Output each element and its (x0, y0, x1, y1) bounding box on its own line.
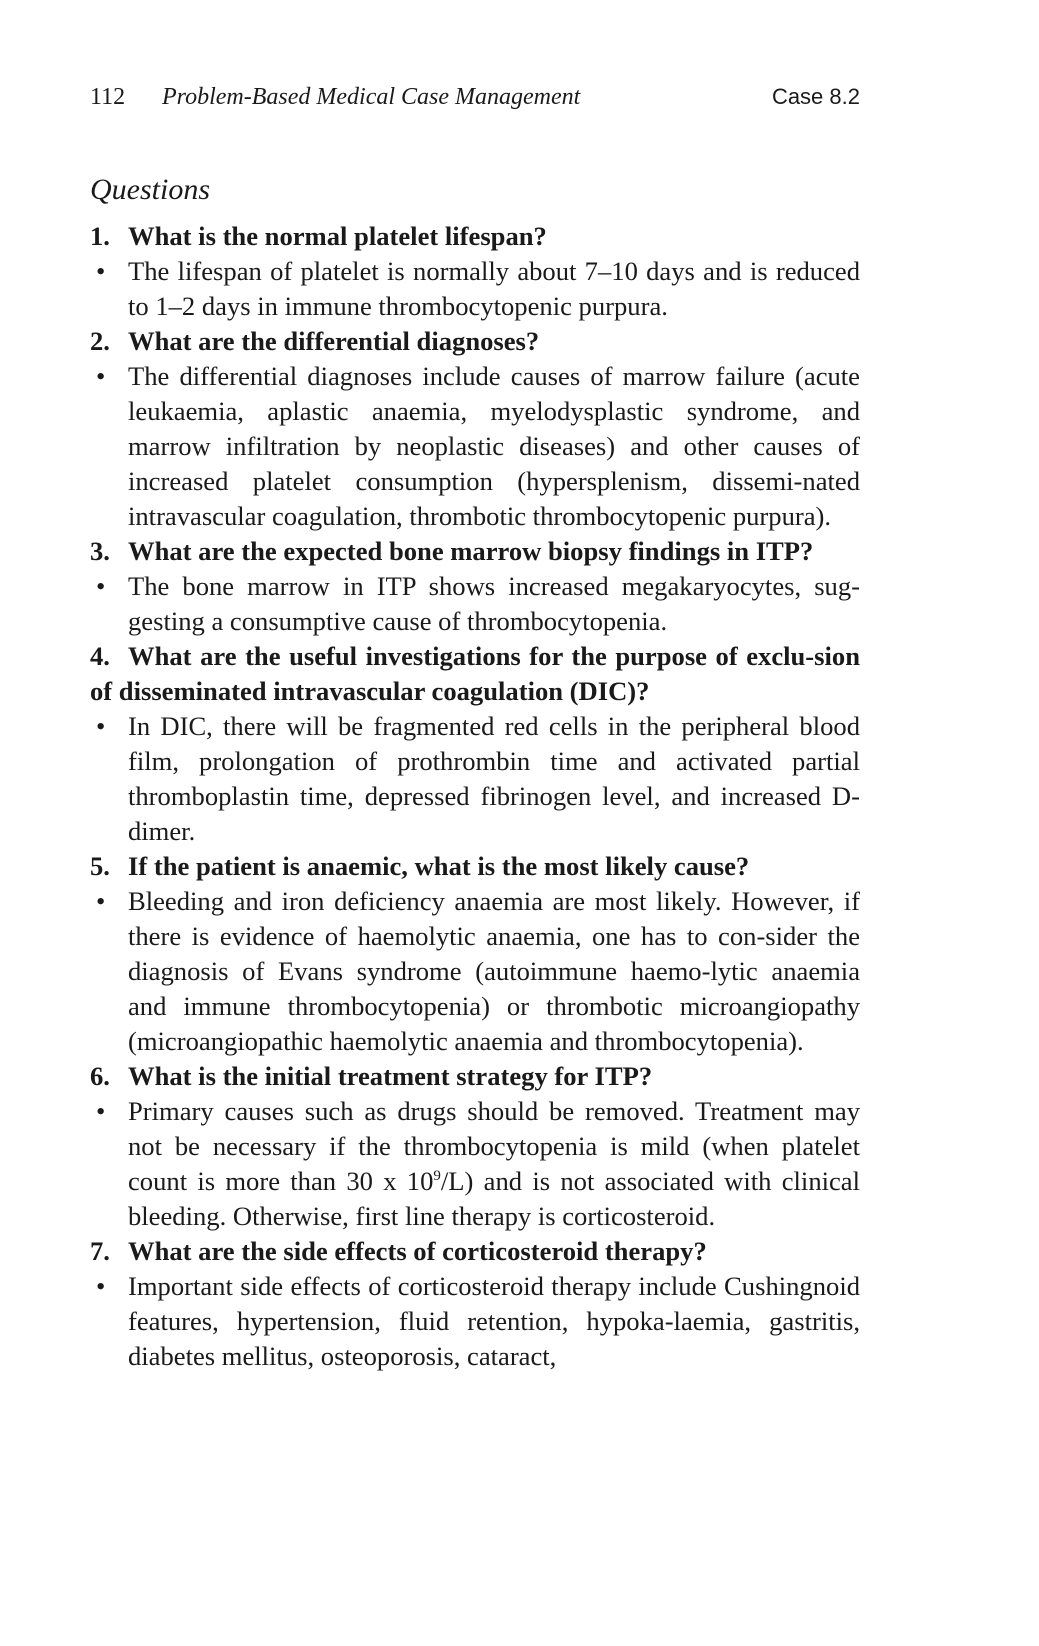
question-3 (90, 534, 860, 569)
question-1 (90, 219, 860, 254)
answer-5 (90, 884, 860, 1059)
question-5 (90, 849, 860, 884)
question-text: What are the differential diagnoses? (128, 326, 540, 356)
question-number: 3. (90, 536, 110, 566)
answer-3 (90, 569, 860, 639)
section-title: Questions (90, 173, 210, 206)
answer-text: The lifespan of platelet is normally about 7–10 days and is reduced to 1–2 days in immune thrombocytopenic purpura. (128, 256, 860, 321)
question-4 (90, 639, 860, 709)
question-text: What is the normal platelet lifespan? (128, 221, 547, 251)
question-number: 1. (90, 221, 110, 251)
exponent: 9 (433, 1168, 441, 1184)
question-2 (90, 324, 860, 359)
running-header (90, 84, 860, 128)
bullet-icon: • (96, 886, 106, 916)
answer-2 (90, 359, 860, 534)
question-number: 7. (90, 1236, 110, 1266)
answer-7 (90, 1269, 860, 1374)
page (90, 84, 860, 1374)
answer-6 (90, 1094, 860, 1234)
question-text: What is the initial treatment strategy for ITP? (128, 1061, 653, 1091)
question-text: What are the useful investigations for the purpose of exclu-sion of disseminated intravascular coagulation (DIC)? (90, 641, 860, 706)
bullet-icon: • (96, 711, 106, 741)
question-text: What are the side effects of corticosteroid therapy? (128, 1236, 707, 1266)
question-number: 6. (90, 1061, 110, 1091)
case-label: Case 8.2 (771, 84, 860, 109)
bullet-icon: • (96, 1096, 106, 1126)
answer-text: Bleeding and iron deficiency anaemia are most likely. However, if there is evidence of haemolytic anaemia, one has to con-sider the diagnosis of Evans syndrome (autoimmune haemo-lytic anaemia and immune thrombocytopenia) or thrombotic microangiopathy (microangiopathic haemolytic anaemia and thrombocytopenia). (128, 886, 860, 1056)
answer-1 (90, 254, 860, 324)
answer-text: In DIC, there will be fragmented red cells in the peripheral blood film, prolongation of prothrombin time and activated partial thromboplastin time, depressed fibrinogen level, and increased D-dimer. (128, 711, 860, 846)
book-title: Problem-Based Medical Case Management (162, 84, 581, 110)
bullet-icon: • (96, 256, 106, 286)
answer-text: The differential diagnoses include causes of marrow failure (acute leukaemia, aplastic anaemia, myelodysplastic syndrome, and marrow infiltration by neoplastic diseases) and other causes of increased platelet consumption (hypersplenism, dissemi-nated intravascular coagulation, thrombotic thrombocytopenic purpura). (128, 361, 860, 531)
answer-text: The bone marrow in ITP shows increased megakaryocytes, sug-gesting a consumptive cause of thrombocytopenia. (128, 571, 860, 636)
answer-text-post: /L) and is not associated with clinical bleeding. Otherwise, first line therapy is corticosteroid. (128, 1166, 861, 1231)
bullet-icon: • (96, 571, 106, 601)
page-number: 112 (90, 84, 126, 110)
question-7 (90, 1234, 860, 1269)
question-text: What are the expected bone marrow biopsy findings in ITP? (128, 536, 814, 566)
question-6 (90, 1059, 860, 1094)
answer-text: Important side effects of corticosteroid therapy include Cushingnoid features, hypertension, fluid retention, hypoka-laemia, gastritis, diabetes mellitus, osteoporosis, cataract, (128, 1271, 860, 1371)
answer-text-pre: Primary causes such as drugs should be removed. Treatment may not be necessary if the thrombocytopenia is mild (when platelet count is more than 30 x 10 (128, 1096, 860, 1196)
question-number: 5. (90, 851, 110, 881)
question-text: If the patient is anaemic, what is the most likely cause? (128, 851, 750, 881)
bullet-icon: • (96, 361, 106, 391)
bullet-icon: • (96, 1271, 106, 1301)
question-number: 2. (90, 326, 110, 356)
answer-4 (90, 709, 860, 849)
questions-list (90, 219, 860, 1374)
question-number: 4. (90, 641, 110, 671)
